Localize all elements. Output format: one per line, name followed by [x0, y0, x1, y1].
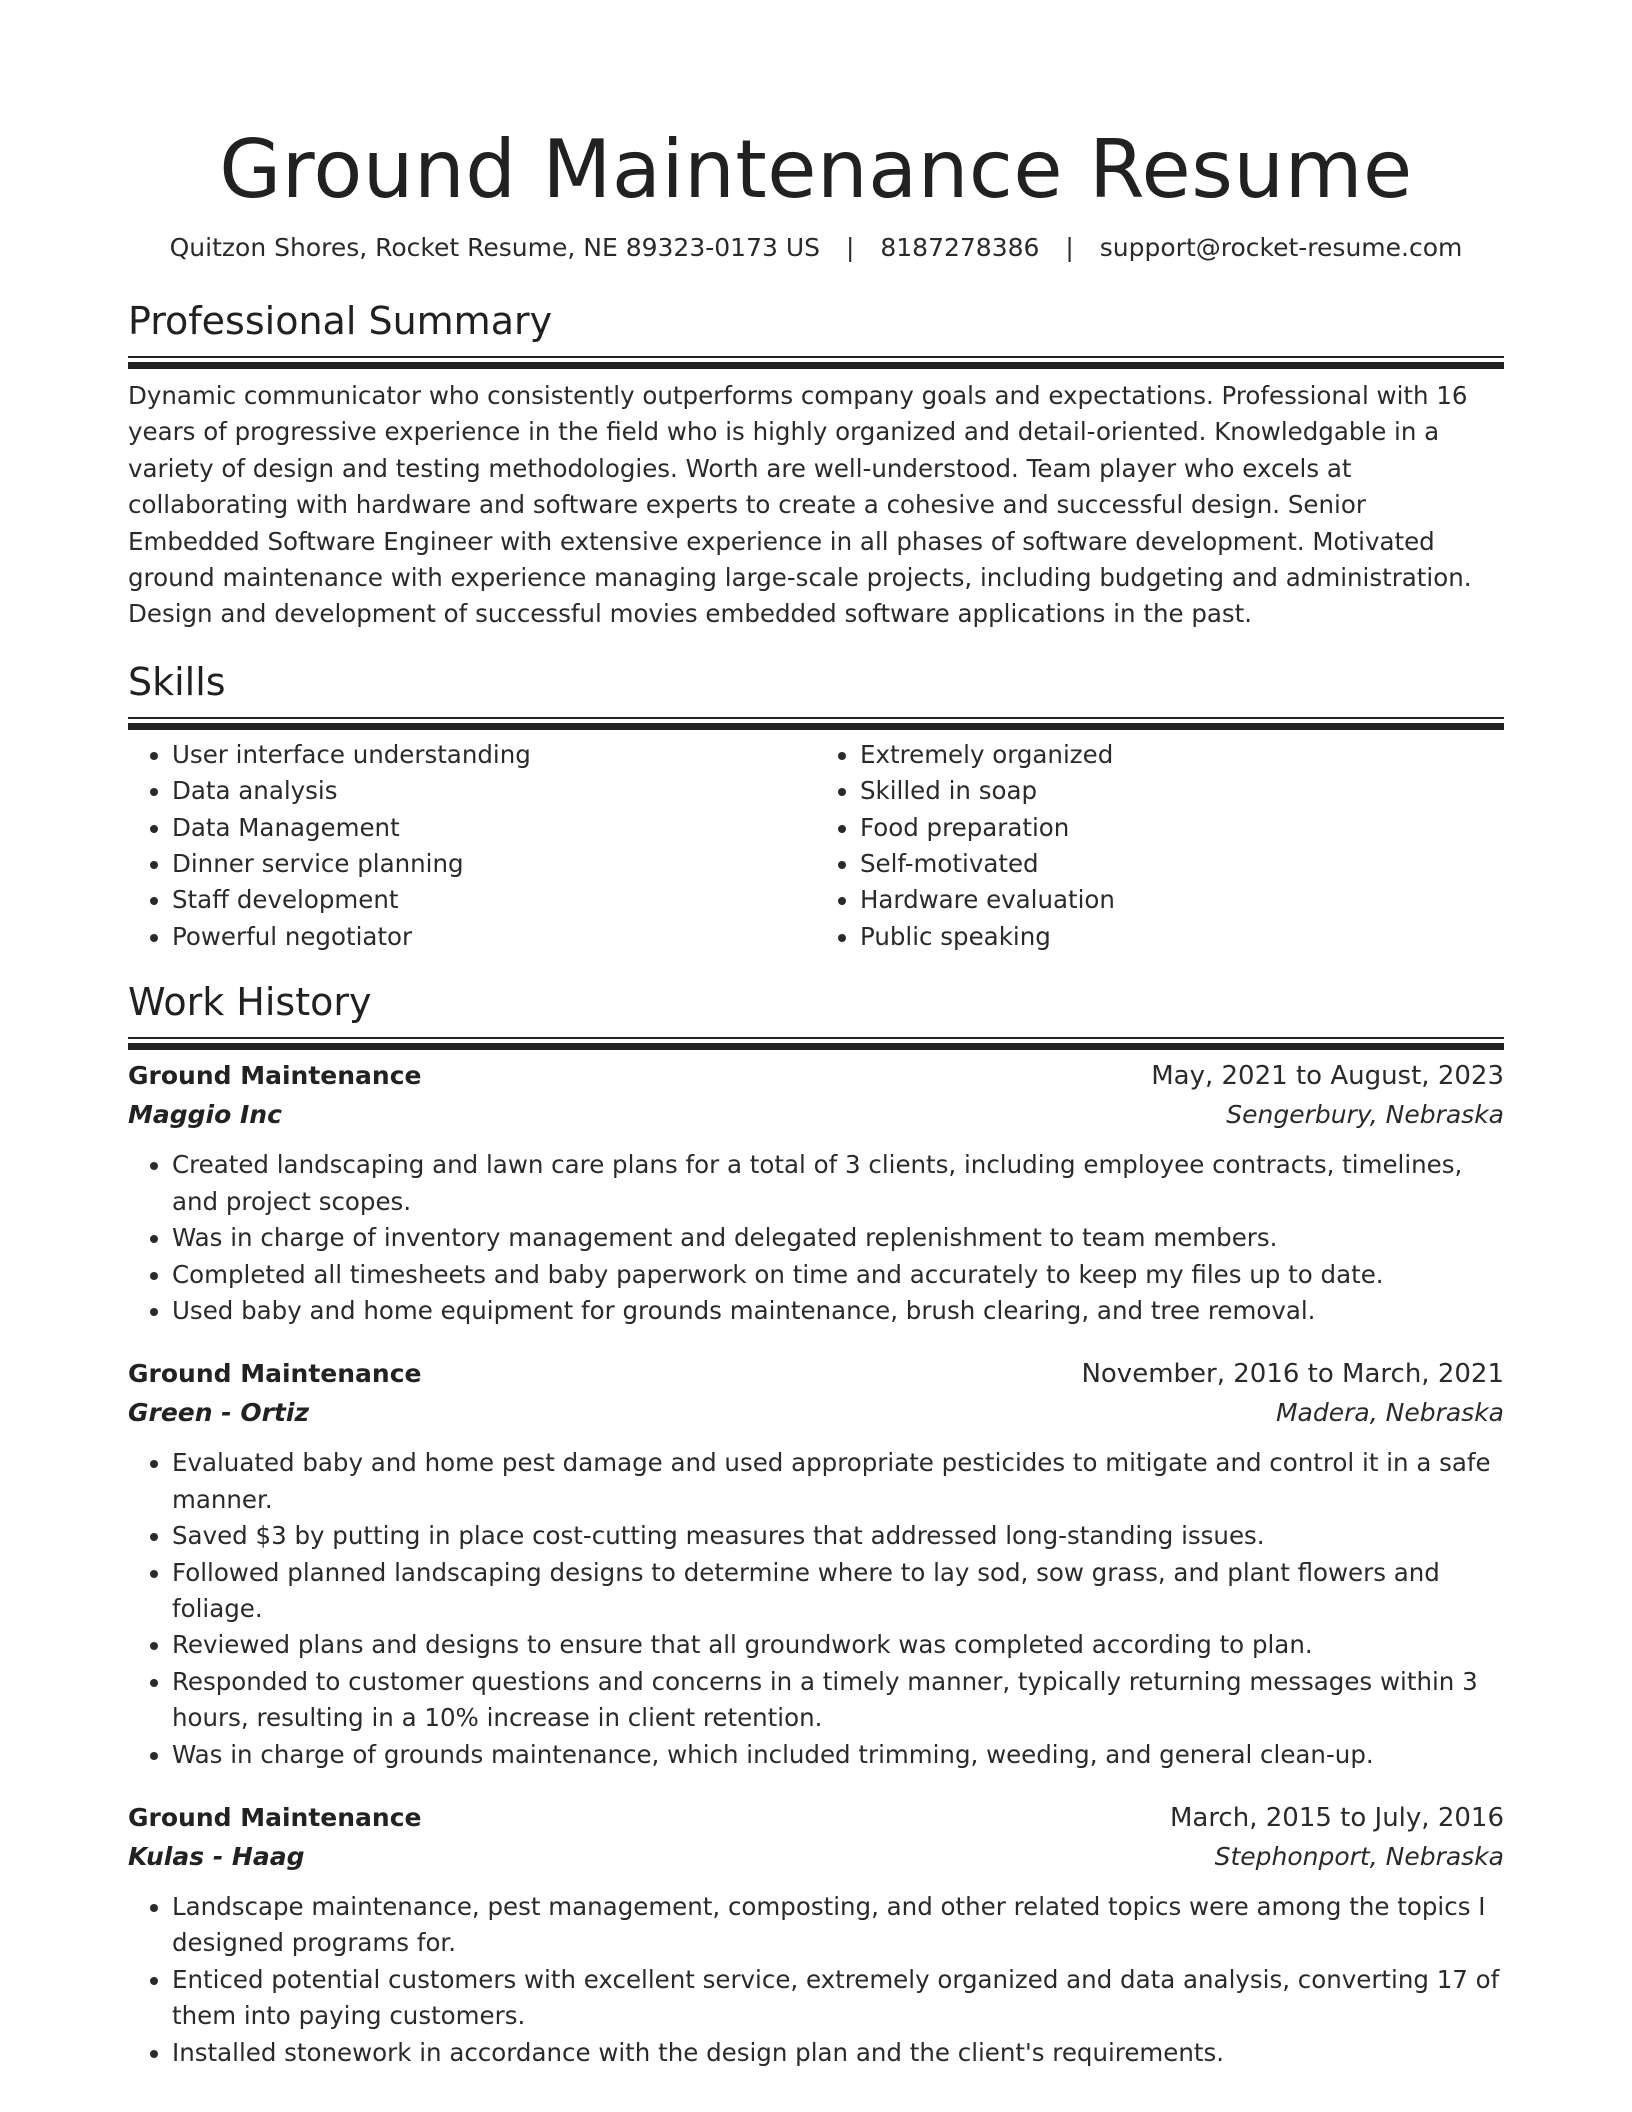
contact-email: support@rocket-resume.com: [1099, 233, 1463, 262]
job-title: Ground Maintenance: [128, 1802, 422, 1832]
job-location: Stephonport, Nebraska: [1214, 1841, 1504, 1871]
job-bullet: • Landscape maintenance, pest management, composting, and other related topics were among the topics I designed programs for.: [172, 1889, 1504, 1962]
job-location: Madera, Nebraska: [1275, 1398, 1504, 1428]
work-history-section: [128, 979, 1504, 2071]
job-dates: March, 2015 to July, 2016: [1169, 1802, 1504, 1833]
job-company: Kulas - Haag: [128, 1841, 305, 1871]
job-bullet: • Enticed potential customers with excellent service, extremely organized and data analysis, converting 17 of them into paying customers.: [172, 1962, 1504, 2035]
skill-item: • Dinner service planning: [172, 846, 816, 882]
job-bullet: • Followed planned landscaping designs to determine where to lay sod, sow grass, and plant flowers and foliage.: [172, 1555, 1504, 1628]
job-bullets: [128, 1445, 1504, 1773]
resume-title: Ground Maintenance Resume: [219, 123, 1413, 216]
job-bullet: • Was in charge of grounds maintenance, which included trimming, weeding, and general clean-up.: [172, 1737, 1504, 1773]
section-heading-work-history: Work History: [128, 980, 372, 1025]
job-title: Ground Maintenance: [128, 1061, 422, 1091]
resume-page: [128, 0, 1504, 2071]
skill-item: • Data Management: [172, 810, 816, 846]
skill-item: • Staff development: [172, 882, 816, 918]
contact-separator: |: [845, 233, 855, 262]
job-bullet: • Saved $3 by putting in place cost-cutting measures that addressed long-standing issues.: [172, 1518, 1504, 1554]
job-bullet: • Was in charge of inventory management and delegated replenishment to team members.: [172, 1220, 1504, 1256]
skill-item: • Skilled in soap: [860, 773, 1504, 809]
job-location: Sengerbury, Nebraska: [1226, 1100, 1504, 1130]
job-dates: November, 2016 to March, 2021: [1081, 1359, 1504, 1390]
job-bullet: • Responded to customer questions and concerns in a timely manner, typically returning messages within 3 hours, resulting in a 10% increase in client retention.: [172, 1664, 1504, 1737]
job-dates: May, 2021 to August, 2023: [1151, 1061, 1504, 1092]
skill-item: • Powerful negotiator: [172, 919, 816, 955]
skills-list-left: [128, 737, 816, 955]
contact-address: Quitzon Shores, Rocket Resume, NE 89323-0173 US: [169, 233, 821, 262]
skill-item: • Extremely organized: [860, 737, 1504, 773]
job-bullet: • Completed all timesheets and baby paperwork on time and accurately to keep my files up to date.: [172, 1257, 1504, 1293]
contact-separator: |: [1065, 233, 1074, 262]
summary-text: Dynamic communicator who consistently outperforms company goals and expectations. Professional with 16 years of progressive experience in the field who is highly organized and detail-oriented. Knowledgable in a variety of design and testing methodologies. Worth are well-understood. Team player who excels at collaborating with hardware and software experts to create a cohesive and successful design. Senior Embedded Software Engineer with extensive experience in all phases of software development. Motivated ground maintenance with experience managing large-scale projects, including budgeting and administration. Design and development of successful movies embedded software applications in the past.: [128, 381, 1472, 629]
job-entry: [128, 1799, 1504, 2071]
job-bullets: [128, 1147, 1504, 1329]
skill-item: • Self-motivated: [860, 846, 1504, 882]
job-entry: [128, 1355, 1504, 1773]
job-title: Ground Maintenance: [128, 1359, 422, 1389]
job-bullet: • Evaluated baby and home pest damage and used appropriate pesticides to mitigate and control it in a safe manner.: [172, 1445, 1504, 1518]
skills-columns: [128, 737, 1504, 955]
skills-list-right: [816, 737, 1504, 955]
contact-phone: 8187278386: [880, 233, 1040, 262]
job-bullets: [128, 1889, 1504, 2071]
skill-item: • Food preparation: [860, 810, 1504, 846]
skill-item: • User interface understanding: [172, 737, 816, 773]
job-entry: [128, 1057, 1504, 1329]
job-bullet: • Created landscaping and lawn care plans for a total of 3 clients, including employee contracts, timelines, and project scopes.: [172, 1147, 1504, 1220]
skills-section: [128, 659, 1504, 955]
skill-item: • Public speaking: [860, 919, 1504, 955]
job-bullet: • Reviewed plans and designs to ensure that all groundwork was completed according to plan.: [172, 1627, 1504, 1663]
section-divider: [128, 356, 1504, 380]
job-bullet: • Installed stonework in accordance with the design plan and the client's requirements.: [172, 2035, 1504, 2071]
skill-item: • Hardware evaluation: [860, 882, 1504, 918]
job-company: Green - Ortiz: [128, 1398, 309, 1428]
section-heading-skills: Skills: [128, 659, 226, 704]
job-company: Maggio Inc: [128, 1100, 282, 1130]
section-heading-summary: Professional Summary: [128, 299, 553, 343]
job-bullet: • Used baby and home equipment for grounds maintenance, brush clearing, and tree removal.: [172, 1293, 1504, 1329]
contact-line: [128, 232, 1504, 264]
summary-section: [128, 298, 1504, 633]
skill-item: • Data analysis: [172, 773, 816, 809]
